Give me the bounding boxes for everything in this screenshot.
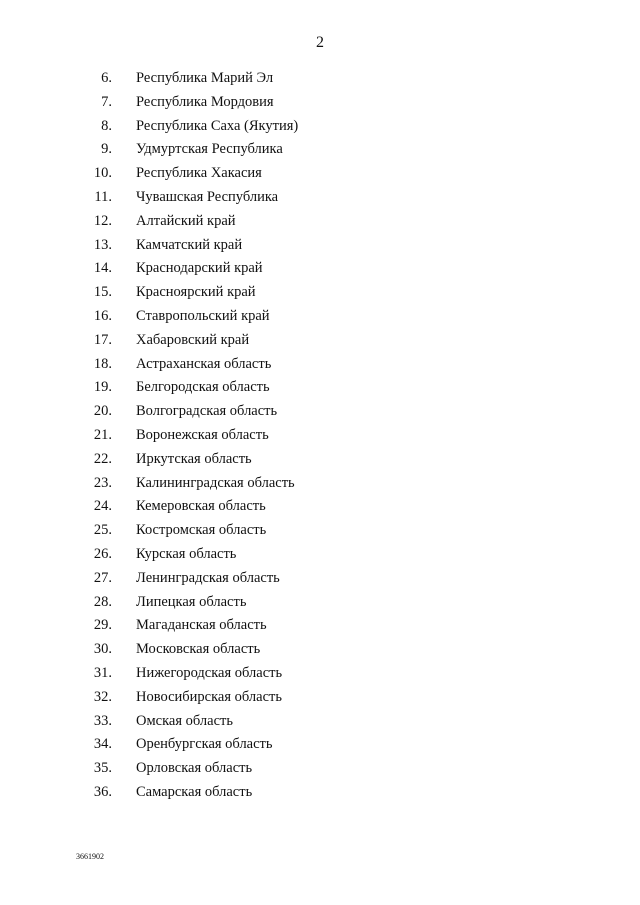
list-item (0, 425, 640, 449)
region-name: Липецкая область (136, 593, 247, 610)
region-name: Ленинградская область (136, 569, 280, 586)
list-item (0, 711, 640, 735)
item-number: 14. (93, 260, 112, 277)
list-item (0, 782, 640, 806)
region-name: Алтайский край (136, 212, 236, 229)
item-number: 32. (93, 688, 112, 705)
list-item (0, 377, 640, 401)
list-item (0, 330, 640, 354)
item-number: 10. (93, 165, 112, 182)
list-item (0, 116, 640, 140)
list-item (0, 520, 640, 544)
item-number: 36. (93, 783, 112, 800)
item-number: 33. (93, 712, 112, 729)
item-number: 22. (93, 450, 112, 467)
list-item (0, 544, 640, 568)
list-item (0, 187, 640, 211)
region-name: Московская область (136, 641, 261, 658)
item-number: 27. (93, 569, 112, 586)
region-name: Костромская область (136, 522, 267, 539)
item-number: 9. (101, 141, 112, 158)
region-name: Республика Саха (Якутия) (136, 117, 299, 134)
region-name: Новосибирская область (136, 688, 282, 705)
item-number: 30. (93, 641, 112, 658)
region-name: Самарская область (136, 783, 253, 800)
item-number: 16. (93, 307, 112, 324)
item-number: 21. (93, 426, 112, 443)
list-item (0, 663, 640, 687)
region-name: Кемеровская область (136, 498, 266, 515)
list-item (0, 639, 640, 663)
region-name: Краснодарский край (136, 260, 263, 277)
list-item (0, 401, 640, 425)
list-item (0, 163, 640, 187)
list-item (0, 473, 640, 497)
item-number: 28. (93, 593, 112, 610)
list-item (0, 282, 640, 306)
item-number: 23. (93, 474, 112, 491)
region-name: Ставропольский край (136, 307, 270, 324)
list-item (0, 449, 640, 473)
list-item (0, 211, 640, 235)
list-item (0, 354, 640, 378)
item-number: 12. (93, 212, 112, 229)
list-item (0, 139, 640, 163)
item-number: 25. (93, 522, 112, 539)
region-name: Магаданская область (136, 617, 267, 634)
list-item (0, 615, 640, 639)
item-number: 19. (93, 379, 112, 396)
region-name: Воронежская область (136, 426, 269, 443)
item-number: 34. (93, 736, 112, 753)
list-item (0, 235, 640, 259)
item-number: 8. (101, 117, 112, 134)
list-item (0, 258, 640, 282)
item-number: 17. (93, 331, 112, 348)
list-item (0, 734, 640, 758)
item-number: 15. (93, 284, 112, 301)
item-number: 26. (93, 545, 112, 562)
region-name: Оренбургская область (136, 736, 273, 753)
region-name: Республика Марий Эл (136, 70, 274, 86)
region-name: Орловская область (136, 760, 253, 777)
region-name: Республика Мордовия (136, 93, 274, 110)
region-name: Иркутская область (136, 450, 252, 467)
list-item (0, 687, 640, 711)
region-name: Нижегородская область (136, 664, 283, 681)
region-name: Красноярский край (136, 284, 256, 301)
region-name: Курская область (136, 545, 237, 562)
item-number: 18. (93, 355, 112, 372)
document-code: 3661902 (76, 852, 104, 861)
item-number: 6. (101, 70, 112, 86)
item-number: 24. (93, 498, 112, 515)
region-name: Омская область (136, 712, 233, 729)
region-name: Республика Хакасия (136, 165, 262, 182)
region-name: Волгоградская область (136, 403, 278, 420)
list-item (0, 592, 640, 616)
region-name: Белгородская область (136, 379, 270, 396)
item-number: 11. (94, 188, 112, 205)
region-name: Астраханская область (136, 355, 272, 372)
region-name: Хабаровский край (136, 331, 250, 348)
region-name: Удмуртская Республика (136, 141, 283, 158)
list-item (0, 496, 640, 520)
list-item (0, 306, 640, 330)
list-item (0, 92, 640, 116)
list-item (0, 758, 640, 782)
item-number: 20. (93, 403, 112, 420)
list-item (0, 68, 640, 92)
item-number: 13. (93, 236, 112, 253)
item-number: 7. (101, 93, 112, 110)
region-name: Камчатский край (136, 236, 243, 253)
item-number: 29. (93, 617, 112, 634)
item-number: 35. (93, 760, 112, 777)
region-name: Чувашская Республика (136, 188, 279, 205)
region-list (0, 68, 640, 806)
item-number: 31. (93, 664, 112, 681)
region-name: Калининградская область (136, 474, 295, 491)
page-number: 2 (316, 34, 324, 51)
list-item (0, 568, 640, 592)
